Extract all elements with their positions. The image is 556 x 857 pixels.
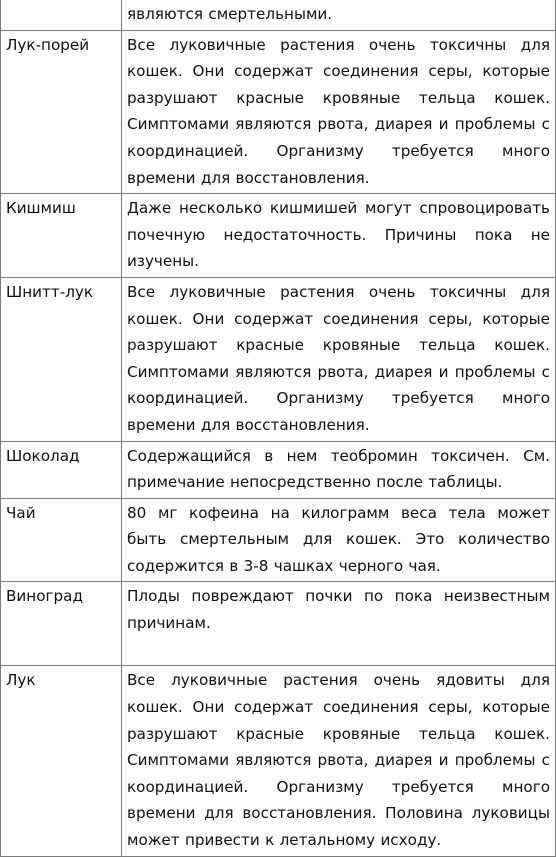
food-name-cell: Лук-порей (1, 30, 122, 194)
table-row (1, 666, 556, 856)
food-name-cell: Шнитт-лук (1, 277, 122, 441)
food-name-cell: Кишмиш (1, 194, 122, 278)
food-description-cell: Все луковичные растения очень токсичны для кошек. Они содержат соединения серы, которые разрушают красные кровяные тельца кошек. Симптомами являются рвота, диарея и проблемы с координацией. Организму требуется много времени для восстановления. (122, 30, 556, 194)
food-description-cell: Все луковичные растения очень токсичны для кошек. Они содержат соединения серы, которые разрушают красные кровяные тельца кошек. Симптомами являются рвота, диарея и проблемы с координацией. Организму требуется много времени для восстановления. (122, 277, 556, 441)
food-description-cell: Содержащийся в нем теобромин токсичен. См. примечание непосредственно после таблицы. (122, 441, 556, 498)
table-row (1, 194, 556, 278)
table-row (1, 0, 556, 30)
food-name-cell (1, 0, 122, 30)
food-name-cell: Чай (1, 498, 122, 582)
table-row (1, 277, 556, 441)
food-description-cell: Даже несколько кишмишей могут спровоцировать почечную недостаточность. Причины пока не изучены. (122, 194, 556, 278)
food-description-cell: Плоды повреждают почки по пока неизвестным причинам. (122, 582, 556, 666)
food-description-cell: являются смертельными. (122, 0, 556, 30)
table-row (1, 498, 556, 582)
table-row (1, 441, 556, 498)
table-row (1, 30, 556, 194)
food-name-cell: Виноград (1, 582, 122, 666)
food-name-cell: Шоколад (1, 441, 122, 498)
table-row (1, 582, 556, 666)
food-description-cell: 80 мг кофеина на килограмм веса тела может быть смертельным для кошек. Это количество содержится в 3-8 чашках черного чая. (122, 498, 556, 582)
food-description-cell: Все луковичные растения очень ядовиты для кошек. Они содержат соединения серы, которые разрушают красные кровяные тельца кошек. Симптомами являются рвота, диарея и проблемы с координацией. Организму требуется много времени для восстановления. Половина луковицы может привести к летальному исходу. (122, 666, 556, 856)
food-name-cell: Лук (1, 666, 122, 856)
